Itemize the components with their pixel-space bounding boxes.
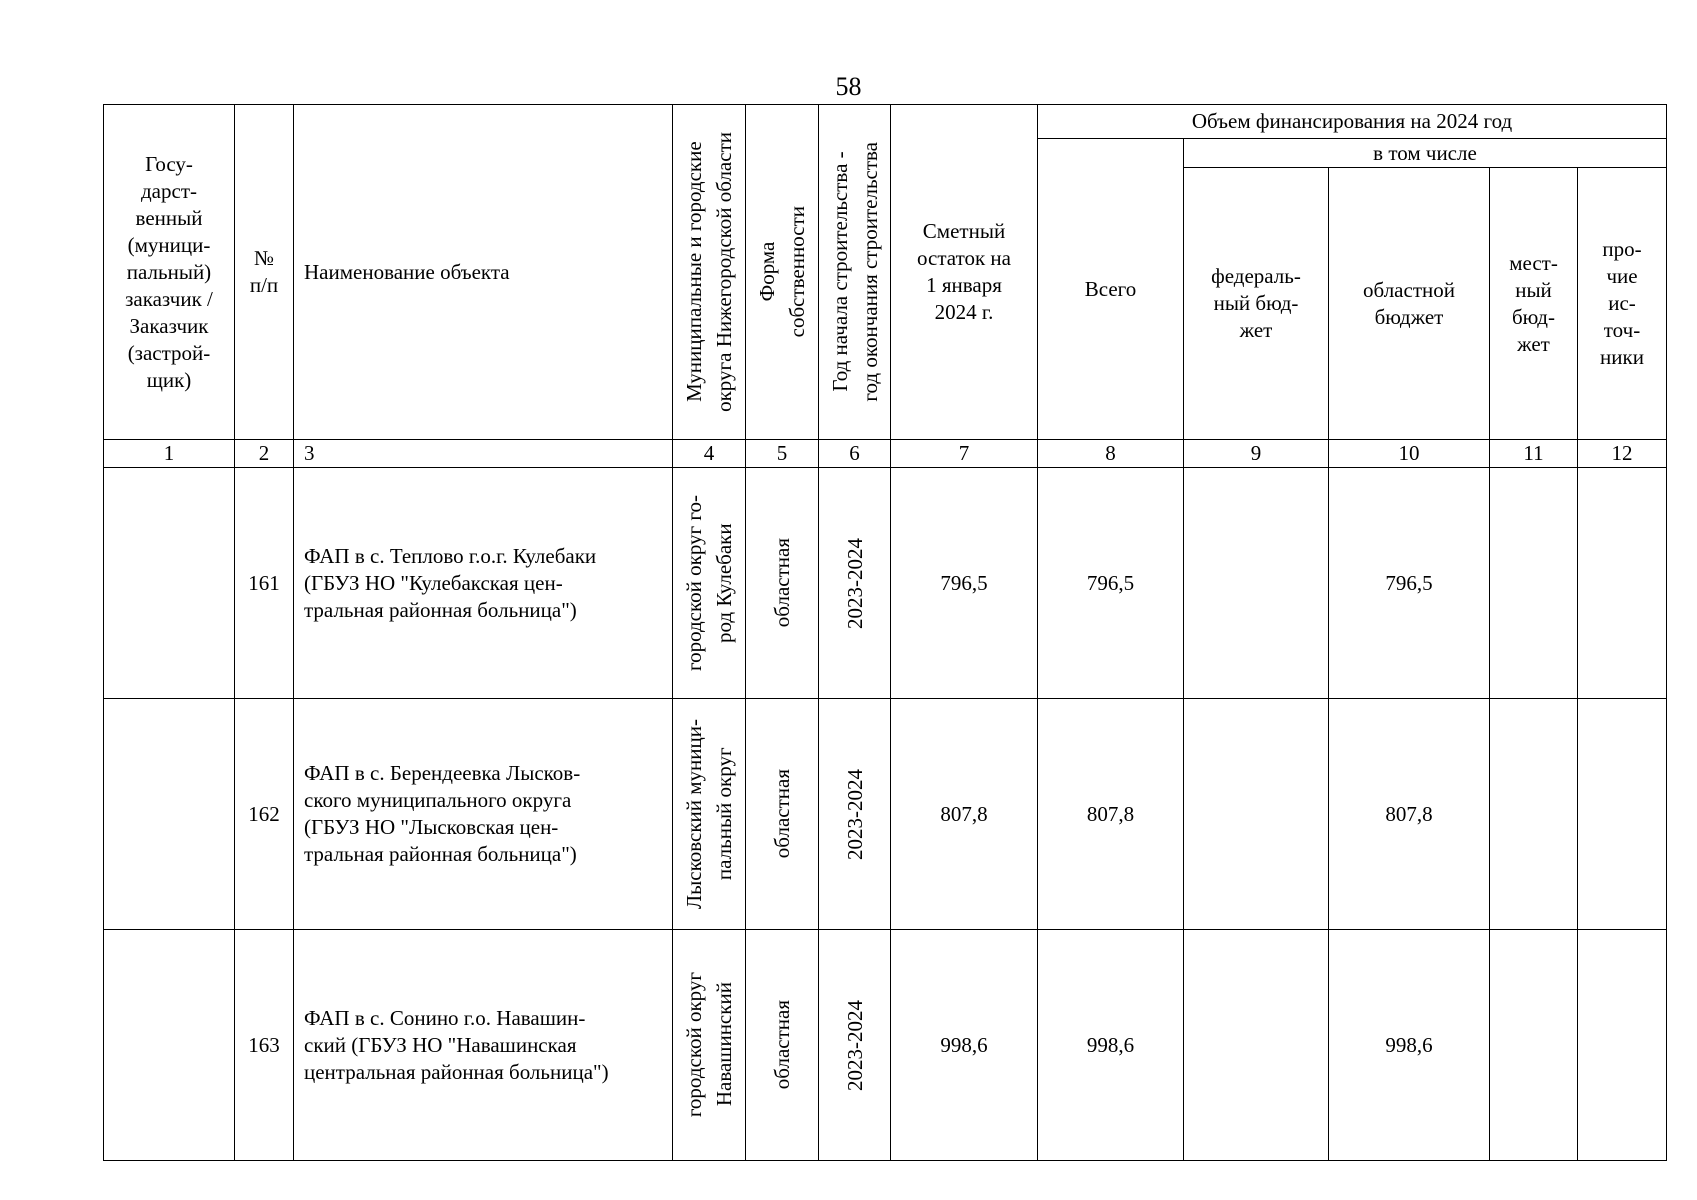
row-estimate: 796,5: [891, 468, 1038, 699]
row-regional: 807,8: [1329, 699, 1490, 930]
column-number: 2: [235, 440, 294, 468]
column-number: 10: [1329, 440, 1490, 468]
column-number: 5: [746, 440, 819, 468]
row-local: [1490, 930, 1578, 1161]
header-number: № п/п: [235, 105, 294, 440]
header-object-name: Наименование объекта: [294, 105, 673, 440]
row-municipality-cell: [673, 468, 746, 699]
row-total: 998,6: [1038, 930, 1184, 1161]
row-number: 162: [235, 699, 294, 930]
header-municipality-cell: [673, 105, 746, 440]
row-estimate: 807,8: [891, 699, 1038, 930]
table-row: [104, 468, 1667, 699]
row-regional: 796,5: [1329, 468, 1490, 699]
row-object-name: ФАП в с. Сонино г.о. Навашин- ский (ГБУЗ НО "Навашинская центральная районная больница"): [294, 930, 673, 1161]
row-federal: [1184, 468, 1329, 699]
page-number: 58: [835, 72, 862, 101]
column-number: 7: [891, 440, 1038, 468]
row-local: [1490, 468, 1578, 699]
header-years: Год начала строительства - год окончания строительства: [827, 142, 882, 402]
row-object-name: ФАП в с. Берендеевка Лысков- ского муниципального округа (ГБУЗ НО "Лысковская цен- тральная районная больница"): [294, 699, 673, 930]
row-ownership-cell: [746, 930, 819, 1161]
row-municipality: Лысковский муници- пальный округ: [682, 718, 736, 910]
header-regional: областной бюджет: [1329, 168, 1490, 440]
header-local: мест- ный бюд- жет: [1490, 168, 1578, 440]
header-funding-title: Объем финансирования на 2024 год: [1038, 105, 1667, 139]
column-number: 8: [1038, 440, 1184, 468]
column-number: 9: [1184, 440, 1329, 468]
row-municipality: городской округ го- род Кулебаки: [682, 495, 736, 671]
table-row: [104, 930, 1667, 1161]
row-federal: [1184, 699, 1329, 930]
row-years-cell: [819, 930, 891, 1161]
row-municipality: городской округ Навашинский: [682, 972, 736, 1118]
row-number: 161: [235, 468, 294, 699]
column-number: 11: [1490, 440, 1578, 468]
row-total: 796,5: [1038, 468, 1184, 699]
header-including: в том числе: [1184, 139, 1667, 168]
row-municipality-cell: [673, 930, 746, 1161]
row-customer: [104, 468, 235, 699]
row-ownership: областная: [770, 769, 794, 859]
header-ownership: Форма собственности: [755, 206, 809, 338]
column-number: 12: [1578, 440, 1667, 468]
row-other: [1578, 468, 1667, 699]
row-customer: [104, 930, 235, 1161]
header-total: Всего: [1038, 139, 1184, 440]
row-other: [1578, 930, 1667, 1161]
row-number: 163: [235, 930, 294, 1161]
header-years-cell: [819, 105, 891, 440]
header-ownership-cell: [746, 105, 819, 440]
row-years: 2023-2024: [842, 537, 867, 629]
row-ownership: областная: [770, 538, 794, 628]
column-number: 6: [819, 440, 891, 468]
row-ownership-cell: [746, 699, 819, 930]
row-customer: [104, 699, 235, 930]
header-estimate: Сметный остаток на 1 января 2024 г.: [891, 105, 1038, 440]
row-estimate: 998,6: [891, 930, 1038, 1161]
row-years: 2023-2024: [842, 768, 867, 860]
financing-table: [103, 104, 1667, 1161]
table-row: [104, 699, 1667, 930]
row-years: 2023-2024: [842, 999, 867, 1091]
column-number-row: [104, 440, 1667, 468]
row-object-name: ФАП в с. Теплово г.о.г. Кулебаки (ГБУЗ НО "Кулебакская цен- тральная районная больница"): [294, 468, 673, 699]
row-municipality-cell: [673, 699, 746, 930]
row-local: [1490, 699, 1578, 930]
row-regional: 998,6: [1329, 930, 1490, 1161]
column-number: 3: [294, 440, 673, 468]
header-federal: федераль- ный бюд- жет: [1184, 168, 1329, 440]
row-other: [1578, 699, 1667, 930]
row-total: 807,8: [1038, 699, 1184, 930]
row-federal: [1184, 930, 1329, 1161]
column-number: 4: [673, 440, 746, 468]
header-municipality: Муниципальные и городские округа Нижегородской области: [682, 132, 736, 412]
row-ownership-cell: [746, 468, 819, 699]
row-ownership: областная: [770, 1000, 794, 1090]
column-number: 1: [104, 440, 235, 468]
header-other: про- чие ис- точ- ники: [1578, 168, 1667, 440]
row-years-cell: [819, 468, 891, 699]
header-customer: Госу- дарст- венный (муници- пальный) заказчик / Заказчик (застрой- щик): [104, 105, 235, 440]
row-years-cell: [819, 699, 891, 930]
